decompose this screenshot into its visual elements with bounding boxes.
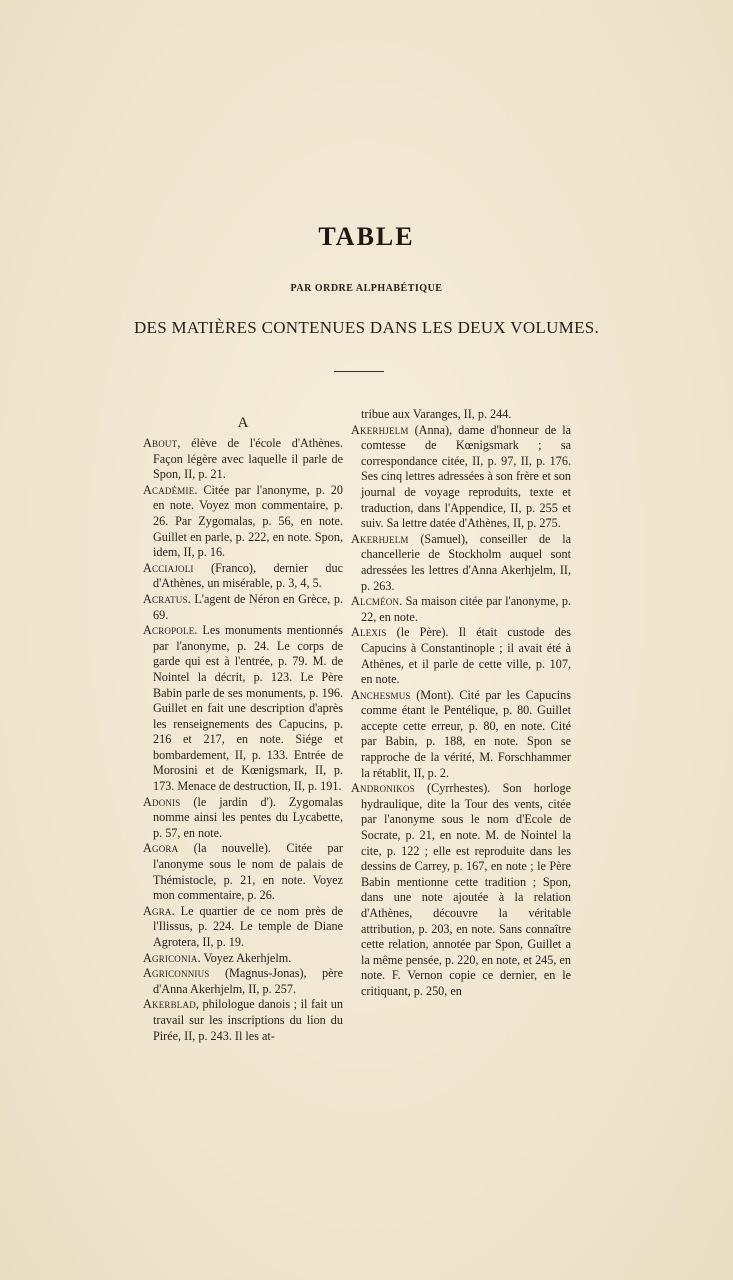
index-entry: [143, 561, 343, 592]
index-entry: [351, 594, 571, 625]
page-subtitle: PAR ORDRE ALPHABÉTIQUE: [290, 283, 443, 294]
entry-heading: Akerhjelm: [351, 422, 409, 437]
index-entry: [143, 795, 343, 842]
title-divider: [334, 371, 384, 372]
index-entry: [143, 966, 343, 997]
entry-text: (Magnus-Jonas), père d'Anna Akerhjelm, II, p. 257.: [153, 966, 343, 996]
index-entry: [351, 781, 571, 999]
entry-text: (Samuel), conseiller de la chancellerie de Stockholm auquel sont adressées les lettres d'Anna Akerhjelm, II, p. 263.: [361, 531, 571, 593]
entry-list-left: [143, 436, 343, 1044]
index-entry: [351, 532, 571, 594]
index-column-left: [143, 414, 343, 1044]
page-subtitle-main: DES MATIÈRES CONTENUES DANS LES DEUX VOLUMES.: [133, 318, 600, 337]
entry-text: (Franco), dernier duc d'Athènes, un misérable, p. 3, 4, 5.: [153, 560, 343, 591]
entry-heading: Agra: [143, 903, 172, 918]
entry-list-right: [351, 423, 571, 1000]
entry-text: (le jardin d'). Zygomalas nomme ainsi les pentes du Lycabette, p. 57, en note.: [153, 794, 343, 840]
entry-heading: Agriconnius: [143, 966, 210, 981]
section-letter: A: [237, 415, 249, 431]
entry-heading: Akerhjelm: [351, 531, 409, 546]
index-entry: [351, 688, 571, 782]
index-entry: [143, 951, 343, 967]
entry-heading: Alcméon: [351, 594, 400, 609]
entry-heading: About: [143, 436, 178, 450]
entry-text: (la nouvelle). Citée par l'anonyme sous le nom de palais de Thémistocle, p. 21, en note. Voyez mon commentaire, p. 26.: [153, 841, 343, 903]
entry-heading: Académie: [143, 482, 195, 497]
entry-heading: Acropole: [143, 623, 195, 638]
index-entry: [143, 483, 343, 561]
entry-text: (le Père). Il était custode des Capucins à Constantinople ; il avait été à Athènes, et il parle de cette ville, p. 107, en note.: [361, 625, 571, 687]
index-entry: [143, 904, 343, 951]
entry-text: . Voyez Akerhjelm.: [197, 950, 292, 965]
entry-text: . Les monuments mentionnés par l'anonyme, p. 24. Le corps de garde qui est à l'entrée, p. 79. M. de Nointel la décrit, p. 123. Le Père Babin parle de ses monuments, p. 196. Guillet en fait une description d'après les renseignements des Capucins, p. 216 et 217, en note. Siége et bombardement, II, p. 133. Entrée de Morosini et de Kœnigsmark, II, p. 173. Menace de destruction, II, p. 191.: [153, 623, 343, 794]
entry-text: (Anna), dame d'honneur de la comtesse de Kœnigsmark ; sa correspondance citée, II, p. 97, II, p. 176. Ses cinq lettres adressées à son frère et son journal de voyage reproduits, texte et traduction, dans l'Appendice, II, p. 255 et suiv. Sa lettre datée d'Athènes, II, p. 275.: [361, 422, 571, 531]
entry-heading: Agora: [143, 841, 179, 856]
index-entry: [143, 997, 343, 1044]
entry-text: . L'agent de Néron en Grèce, p. 69.: [153, 591, 343, 622]
index-entry: [143, 623, 343, 795]
entry-heading: Acciajoli: [143, 560, 194, 575]
entry-heading: Akerblad: [143, 997, 196, 1012]
entry-text: . Sa maison citée par l'anonyme, p. 22, en note.: [361, 594, 571, 624]
entry-heading: Alexis: [351, 625, 387, 640]
continuation-text: tribue aux Varanges, II, p. 244.: [361, 407, 512, 421]
page-title: TABLE: [318, 222, 415, 251]
index-entry: [351, 625, 571, 687]
entry-text: , philologue danois ; il fait un travail sur les inscriptions du lion du Pirée, II, p. 243. Il les at-: [153, 997, 343, 1043]
entry-text: . Le quartier de ce nom près de l'Ilissus, p. 224. Le temple de Diane Agrotera, II, p. 19.: [153, 903, 343, 949]
entry-text: , élève de l'école d'Athènes. Façon légère avec laquelle il parle de Spon, II, p. 21.: [153, 436, 343, 482]
entry-text: (Cyrrhestes). Son horloge hydraulique, dite la Tour des vents, citée par l'anonyme sous le nom d'Ecole de Socrate, p. 21, en note. M. de Nointel la cite, p. 122 ; elle est reproduite dans les dessins de Carrey, p. 167, en note ; le Père Babin mentionne cette tradition ; Spon, dans une note ajoutée à la relation d'Athènes, découvre la véritable attribution, p. 203, en note. Sans connaître cette relation, annotée par Spon, Guillet a la même pensée, p. 220, en note, et 245, en note. F. Vernon copie ce dernier, en le critiquant, p. 250, en: [361, 781, 571, 998]
index-column-right: [351, 407, 571, 1000]
entry-text: . Citée par l'anonyme, p. 20 en note. Voyez mon commentaire, p. 26. Par Zygomalas, p. 56, en note. Guillet en parle, p. 222, en note. Spon, idem, II, p. 16.: [153, 482, 343, 560]
entry-heading: Andronikos: [351, 781, 415, 796]
index-entry: [143, 436, 343, 483]
entry-heading: Agriconia: [143, 950, 198, 965]
index-entry: [143, 841, 343, 903]
entry-heading: Anchesmus: [351, 687, 411, 702]
entry-heading: Adonis: [143, 794, 181, 809]
index-entry: [143, 592, 343, 623]
index-entry: [351, 423, 571, 532]
entry-text: (Mont). Cité par les Capucins comme étant le Pentélique, p. 80. Guillet accepte cette erreur, p. 80, en note. Cité par Babin, p. 188, en note. Spon se rapproche de la vérité, M. Forschhammer la rétablit, II, p. 2.: [361, 687, 571, 780]
entry-heading: Acratus: [143, 591, 188, 606]
